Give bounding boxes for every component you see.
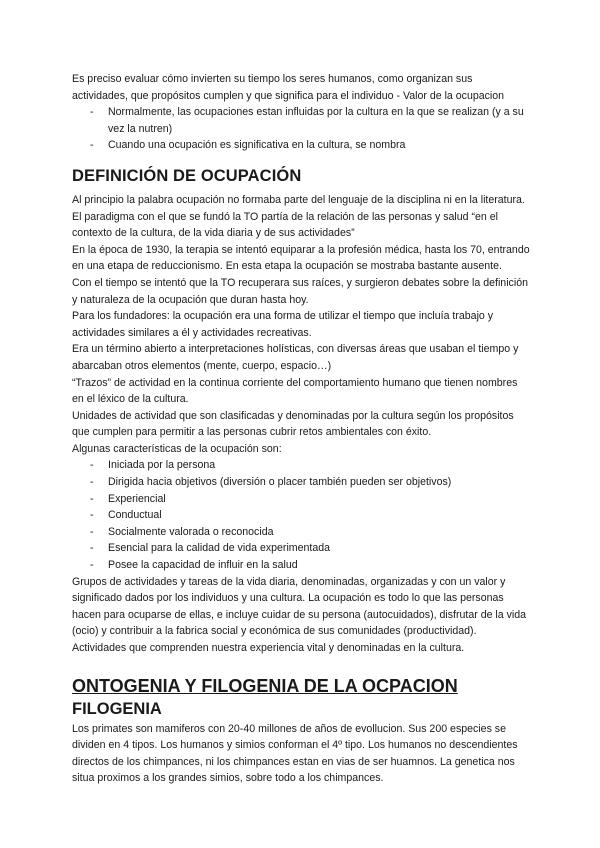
paragraph: Era un término abierto a interpretaciones holísticas, con diversas áreas que usaban el tiempo y abarcaban otros elementos (mente, cuerpo, espacio…)	[72, 343, 519, 372]
paragraph: Con el tiempo se intentó que la TO recuperara sus raíces, y surgieron debates sobre la definición y naturaleza de la ocupación que duran hasta hoy.	[72, 276, 528, 306]
subheading-filogenia: FILOGENIA	[72, 699, 162, 718]
list-item: - Cuando una ocupación es significativa en la cultura, se nombra	[108, 137, 530, 154]
paragraph: Los primates son mamiferos con 20-40 millones de años de evollucion. Sus 200 especies se dividen en 4 tipos. Los humanos y simios conforman el 4º tipo. Los humanos no descendientes directos de los chimpances, ni los chimpances estan en vias de ser huamnos. La genetica nos situa proximos a los grandes simios, sobre todo a los chimpances.	[72, 722, 518, 785]
paragraph: Algunas características de la ocupación son:	[72, 442, 282, 455]
intro-paragraph: Es preciso evaluar cómo invierten su tiempo los seres humanos, como organizan sus actividades, que propósitos cumplen y que significa para el individuo - Valor de la ocupacion	[72, 73, 505, 102]
list-item: - Iniciada por la persona	[108, 457, 530, 474]
characteristics-list	[72, 457, 530, 573]
intro-bullet-list	[72, 104, 530, 154]
paragraph: “Trazos” de actividad en la continua corriente del comportamiento humano que tienen nombres en el léxico de la cultura.	[72, 376, 518, 406]
section-heading-ontogenia: ONTOGENIA Y FILOGENIA DE LA OCPACION	[72, 675, 458, 696]
list-item: - Normalmente, las ocupaciones estan influidas por la cultura en la que se realizan (y a su vez la nutren)	[108, 104, 530, 137]
paragraph: Al principio la palabra ocupación no formaba parte del lenguaje de la disciplina ni en la literatura. El paradigma con el que se fundó la TO partía de la relación de las personas y salud “en el contexto de la cultura, de la vida diaria y de sus actividades”	[72, 193, 525, 240]
list-item: - Experiencial	[108, 491, 530, 508]
paragraph: Para los fundadores: la ocupación era una forma de utilizar el tiempo que incluía trabajo y actividades similares a él y actividades recreativas.	[72, 310, 494, 339]
list-item: - Dirigida hacia objetivos (diversión o placer también pueden ser objetivos)	[108, 474, 530, 491]
list-item: - Conductual	[108, 507, 530, 524]
list-item: - Esencial para la calidad de vida experimentada	[108, 540, 530, 557]
paragraph: Grupos de actividades y tareas de la vida diaria, denominadas, organizadas y con un valor y significado dados por los individuos y una cultura. La ocupación es todo lo que las personas hacen para ocuparse de ellas, e incluye cuidar de su persona (autocuidados), disfrutar de la vida (ocio) y contribuir a la fabrica social y económica de sus comunidades (productividad).	[72, 575, 527, 638]
paragraph: Actividades que comprenden nuestra experiencia vital y denominadas en la cultura.	[72, 642, 465, 654]
paragraph: Unidades de actividad que son clasificadas y denominadas por la cultura según los propósitos que cumplen para permitir a las personas cubrir retos ambientales con éxito.	[72, 409, 514, 439]
paragraph: En la época de 1930, la terapia se intentó equiparar a la profesión médica, hasta los 70, entrando en una etapa de reduccionismo. En esta etapa la ocupación se mostraba bastante ausente.	[72, 243, 530, 273]
list-item: - Posee la capacidad de influir en la salud	[108, 557, 530, 574]
list-item: - Socialmente valorada o reconocida	[108, 524, 530, 541]
section-heading-definicion: DEFINICIÓN DE OCUPACIÓN	[72, 166, 302, 185]
